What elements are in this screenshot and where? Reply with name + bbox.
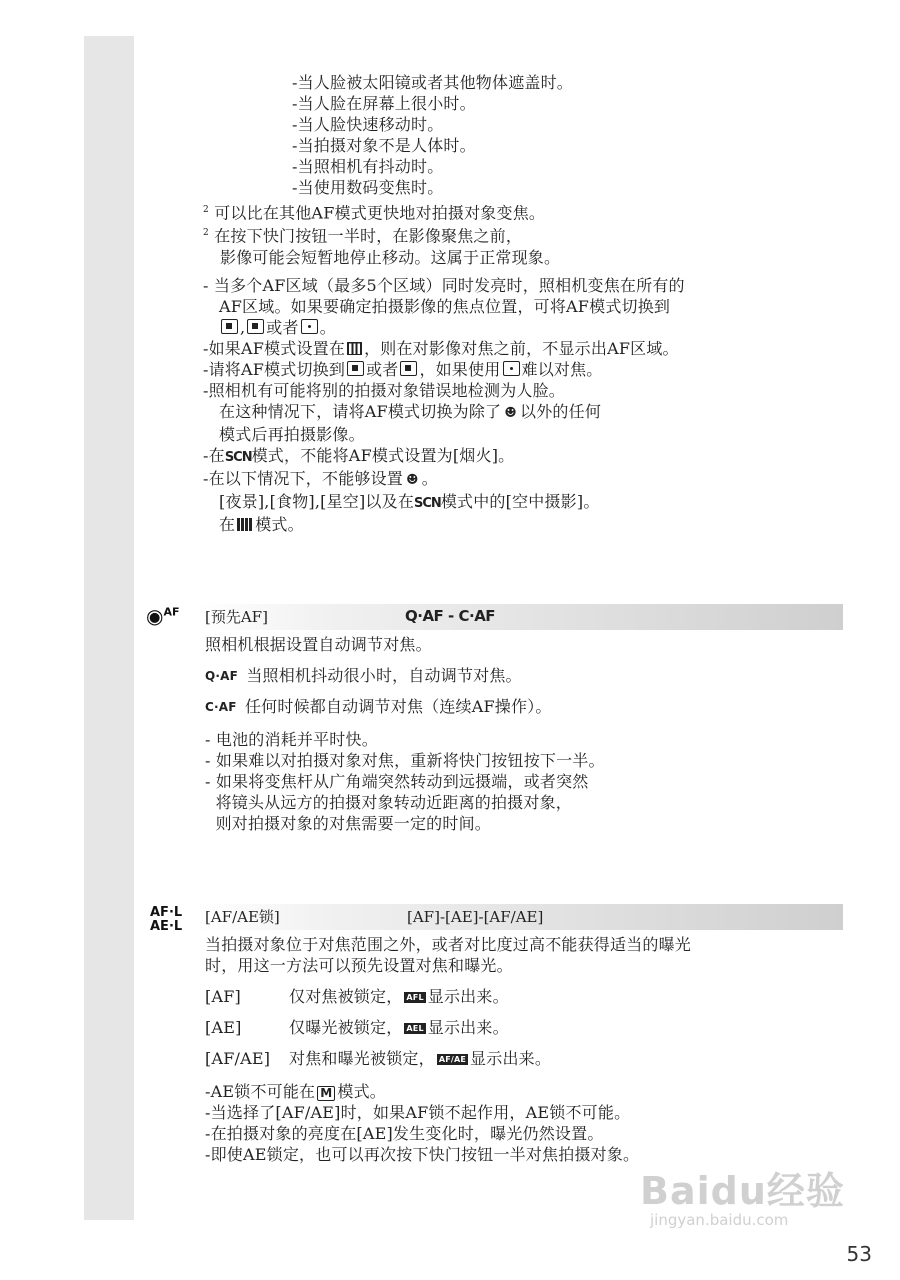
footnote-marker: 2 — [203, 228, 209, 239]
list-item: -当照相机有抖动时。 — [292, 157, 444, 176]
section-description-cont: 时，用这一方法可以预先设置对焦和曝光。 — [205, 956, 513, 975]
text: 模式，不能将AF模式设置为[烟火]。 — [251, 446, 515, 465]
list-item: -当拍摄对象不是人体时。 — [292, 136, 476, 155]
text: -请将AF模式切换到 — [203, 360, 346, 379]
note-face-misdetect-cont: 模式后再拍摄影像。 — [219, 425, 365, 444]
face-detect-icon: ☻ — [504, 405, 518, 421]
camera-icon: ◉ — [146, 604, 164, 628]
list-item: -当人脸被太阳镜或者其他物体遮盖时。 — [292, 73, 574, 92]
baidu-watermark — [640, 1160, 860, 1250]
text: 或者 — [366, 360, 399, 379]
note-scn-fireworks — [203, 445, 685, 468]
option-af-ae — [205, 1048, 691, 1069]
list-item: -即使AE锁定，也可以再次按下快门按钮一半对焦拍摄对象。 — [205, 1145, 640, 1164]
note-multi-af — [203, 338, 685, 359]
af-lock-indicator-icon: AFL — [406, 993, 424, 1002]
af-ae-lock-icon — [150, 906, 182, 934]
list-item — [205, 1081, 691, 1102]
note-cannot-set-face-cont — [203, 514, 685, 535]
list-item: - 如果难以对拍摄对象对焦，重新将快门按钮按下一半。 — [205, 751, 605, 770]
af-face-icon — [221, 319, 238, 334]
watermark-url: jingyan.baidu.com — [650, 1211, 789, 1229]
manual-mode-icon: M — [317, 1086, 335, 1101]
section-modes — [405, 607, 495, 625]
af-lock-label: AF·L — [150, 905, 183, 920]
text: 或者 — [266, 318, 299, 337]
text: 在 — [219, 515, 236, 534]
movie-mode-icon — [237, 518, 253, 531]
option-text: 仅对焦被锁定， — [289, 987, 403, 1006]
list-item: -当使用数码变焦时。 — [292, 178, 444, 197]
section-title: [AF/AE锁] — [205, 908, 280, 926]
text: 难以对焦。 — [521, 360, 603, 379]
page-number: 53 — [846, 1242, 872, 1266]
face-detect-icon: ☻ — [406, 472, 419, 488]
list-item: - 如果将变焦杆从广角端突然转动到远摄端，或者突然 — [205, 772, 589, 791]
text: 以外的任何 — [520, 402, 602, 421]
note-multiple-af-areas-cont: AF区域。如果要确定拍摄影像的焦点位置，可将AF模式切换到 — [219, 297, 671, 316]
list-item: -当人脸快速移动时。 — [292, 115, 444, 134]
text: 在这种情况下，请将AF模式切换为除了 — [219, 402, 502, 421]
option-label: [AF/AE] — [205, 1049, 271, 1068]
af-spot-icon — [503, 361, 520, 376]
option-text: 任何时候都自动调节对焦（连续AF操作）。 — [244, 697, 552, 716]
option-text: 显示出来。 — [427, 1018, 509, 1037]
list-item: 则对拍摄对象的对焦需要一定的时间。 — [205, 814, 491, 833]
q-af-icon: Q·AF — [205, 669, 239, 683]
pre-af-icon — [146, 604, 179, 628]
option-text: 显示出来。 — [470, 1049, 552, 1068]
list-item: -当选择了[AF/AE]时，如果AF锁不起作用，AE锁不可能。 — [205, 1103, 631, 1122]
option-text: 显示出来。 — [427, 987, 509, 1006]
q-af-icon: Q·AF — [405, 607, 444, 625]
option-text: 对焦和曝光被锁定， — [289, 1049, 435, 1068]
c-af-icon: C·AF — [205, 700, 237, 714]
list-item: -当人脸在屏幕上很小时。 — [292, 94, 476, 113]
note-switch-af-mode — [203, 359, 685, 380]
af-ae-lock-indicator-icon: AF/AE — [438, 1055, 467, 1064]
section-description: 照相机根据设置自动调节对焦。 — [205, 635, 432, 654]
footnote-2b — [203, 223, 560, 246]
af-face-icon — [347, 361, 364, 376]
note-face-misdetect: -照相机有可能将别的拍摄对象错误地检测为人脸。 — [203, 381, 566, 400]
af-single-icon — [400, 361, 417, 376]
text: 模式。 — [255, 515, 304, 534]
section-description: 当拍摄对象位于对焦范围之外，或者对比度过高不能获得适当的曝光 — [205, 935, 692, 954]
section-modes: [AF]-[AE]-[AF/AE] — [407, 908, 544, 926]
note-cannot-set-face — [203, 468, 685, 491]
pre-af-icon-label: AF — [163, 605, 180, 619]
scn-mode-icon: SCN — [224, 450, 252, 465]
text: ，如果使用 — [419, 360, 501, 379]
option-label: [AF] — [205, 987, 241, 1006]
text: ，则在对影像对焦之前，不显示出AF区域。 — [364, 339, 679, 358]
text: 。 — [319, 318, 336, 337]
list-item: - 电池的消耗并平时快。 — [205, 730, 378, 749]
c-af-icon: C·AF — [458, 607, 496, 625]
section-header-pre-af — [197, 604, 843, 630]
text: 模式。 — [337, 1082, 387, 1101]
text: [夜景],[食物],[星空]以及在 — [219, 492, 415, 511]
section-title: [预先AF] — [205, 608, 268, 626]
text: 。 — [421, 469, 438, 488]
option-af — [205, 986, 691, 1007]
footnote-text: 可以比在其他AF模式更快地对拍摄对象变焦。 — [214, 203, 546, 223]
ae-lock-label: AE·L — [150, 919, 183, 934]
footnote-2a — [203, 200, 560, 223]
ae-lock-indicator-icon: AEL — [406, 1024, 424, 1033]
watermark-logo: Baidu经验 — [640, 1169, 845, 1213]
text: -在以下情况下，不能够设置 — [203, 469, 404, 488]
text: -AE锁不可能在 — [205, 1082, 316, 1101]
list-item: 将镜头从远方的拍摄对象转动近距离的拍摄对象， — [205, 793, 572, 812]
af-multi-grid-icon — [347, 342, 362, 355]
footnote-text: 影像可能会短暂地停止移动。这属于正常现象。 — [220, 247, 561, 267]
note-face-misdetect-cont — [203, 401, 685, 424]
note-cannot-set-face-cont — [203, 491, 685, 514]
note-af-mode-icons: , 或者 。 — [203, 317, 685, 338]
footnote-text: 在按下快门按钮一半时，在影像聚焦之前， — [214, 226, 523, 246]
page-sidebar-band — [84, 36, 134, 1220]
text: 模式中的[空中摄影]。 — [440, 492, 600, 511]
separator: - — [443, 607, 459, 625]
scn-mode-icon: SCN — [414, 496, 441, 511]
list-item: -在拍摄对象的亮度在[AE]发生变化时，曝光仍然设置。 — [205, 1124, 604, 1143]
option-label: [AE] — [205, 1018, 242, 1037]
option-q-af — [205, 665, 605, 686]
text: -如果AF模式设置在 — [203, 339, 346, 358]
af-single-icon — [247, 319, 264, 334]
option-c-af — [205, 696, 605, 717]
af-spot-icon — [301, 319, 318, 334]
option-text: 当照相机抖动很小时，自动调节对焦。 — [246, 666, 522, 685]
option-text: 仅曝光被锁定， — [289, 1018, 403, 1037]
section-header-af-ae-lock — [197, 904, 843, 930]
note-multiple-af-areas: - 当多个AF区域（最多5个区域）同时发亮时，照相机变焦在所有的 — [203, 276, 685, 295]
option-ae — [205, 1017, 691, 1038]
text: -在 — [203, 446, 225, 465]
footnote-marker: 2 — [203, 205, 209, 215]
